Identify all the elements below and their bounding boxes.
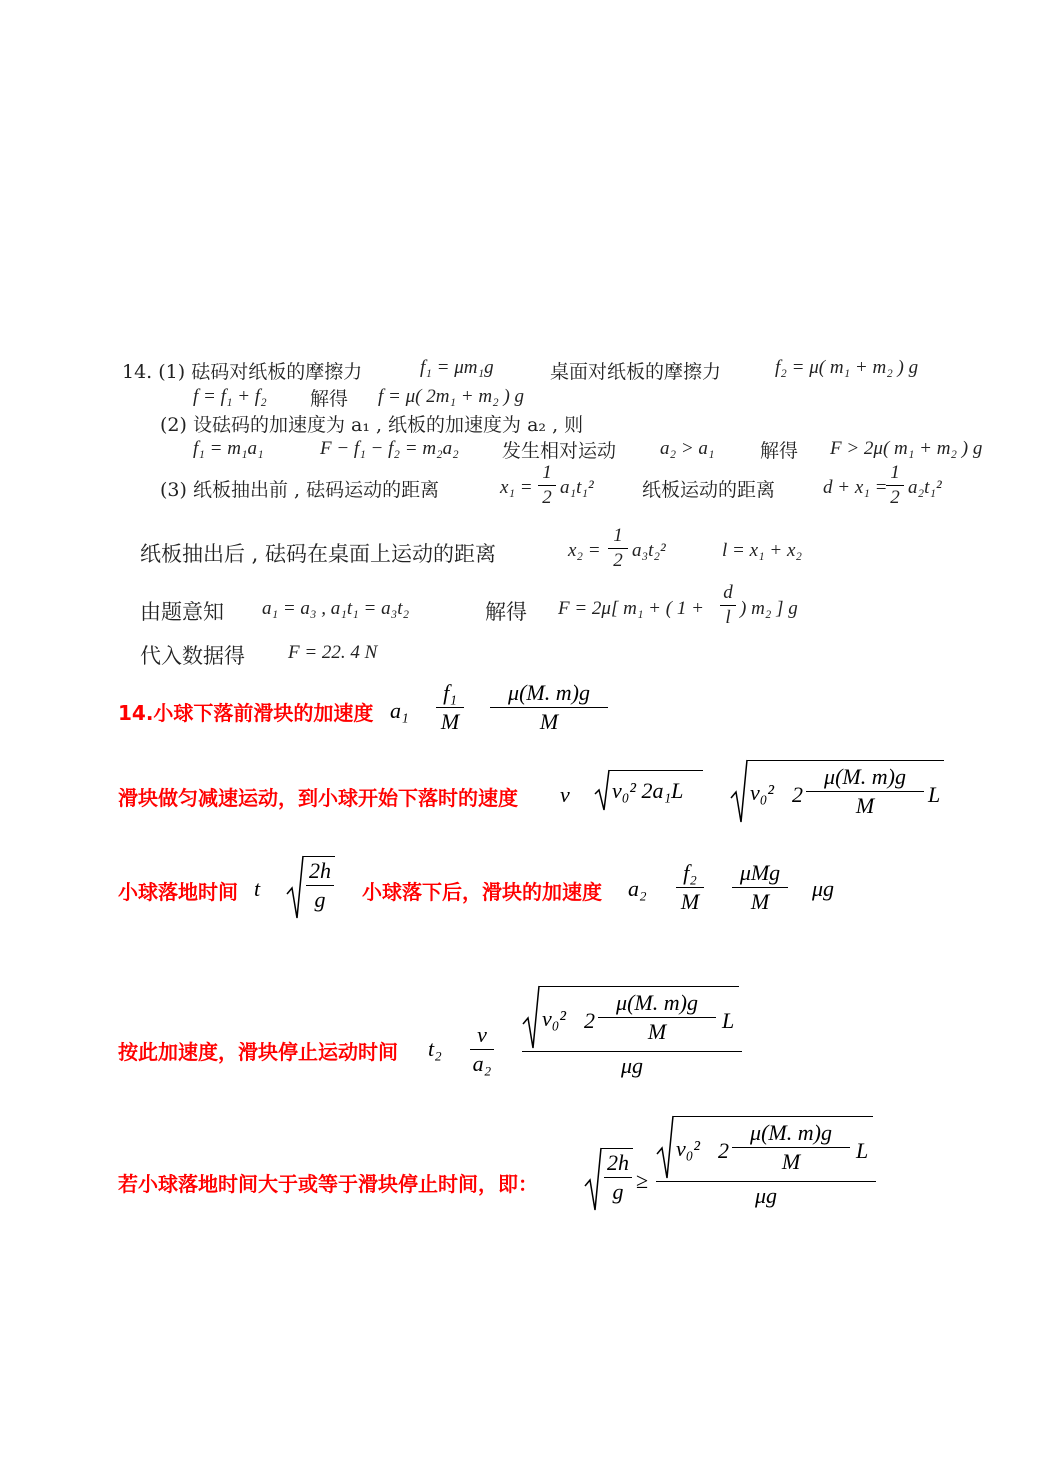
half-fraction: 1 2 — [886, 462, 904, 509]
radical-sign-icon — [594, 768, 610, 812]
scan-formula: a₂t₁² — [908, 477, 942, 498]
scan-formula: a₂ > a₁ — [660, 438, 715, 459]
scan-formula: x₂ = — [568, 540, 601, 561]
red-label: 按此加速度，滑块停止运动时间 — [118, 1040, 398, 1064]
math-symbol: t — [254, 876, 261, 901]
scan-formula: f₁ = m₁a₁ — [193, 438, 264, 459]
scan-label: (2) 设砝码的加速度为 a₁ , 纸板的加速度为 a₂ , 则 — [160, 414, 584, 436]
d-over-l-fraction: d l — [720, 582, 736, 629]
scan-label: 解得 — [485, 600, 527, 624]
scan-formula: F = 2μ[ m₁ + ( 1 + — [558, 598, 704, 619]
red-label: 若小球落地时间大于或等于滑块停止时间，即： — [118, 1172, 538, 1196]
scan-formula: F − f₁ − f₂ = m₂a₂ — [320, 438, 459, 459]
stop-time-fraction: v₀² 2 μ(M. m)g M L μg — [656, 1114, 876, 1209]
scan-label: (3) 纸板抽出前 , 砝码运动的距离 — [160, 479, 440, 501]
scan-formula: f₁ = μm₁g — [420, 357, 494, 378]
scan-label: 14. (1) 砝码对纸板的摩擦力 — [122, 361, 363, 383]
scan-formula: d + x₁ = — [823, 477, 888, 498]
sqrt-radical: v₀² 2 μ(M. m)g M L — [730, 758, 945, 824]
math-symbol: ≥ — [636, 1168, 649, 1193]
red-label: 小球落下后，滑块的加速度 — [362, 880, 602, 904]
scan-formula: a₁ = a₃ , a₁t₁ = a₃t₂ — [262, 598, 410, 619]
red-label: 滑块做匀减速运动，到小球开始下落时的速度 — [118, 786, 518, 810]
radical-sign-icon — [730, 758, 748, 824]
math-symbol: t₂ — [428, 1036, 442, 1061]
f2-over-M-fraction: f₂ M — [676, 860, 704, 915]
scan-formula: f₂ = μ( m₁ + m₂ ) g — [775, 357, 919, 378]
scan-formula: a₁t₁² — [560, 477, 594, 498]
half-fraction: 1 2 — [538, 462, 556, 509]
v-over-a2-fraction: v a₂ — [470, 1022, 494, 1077]
math-symbol: a₁ — [390, 698, 409, 723]
math-symbol: v — [560, 782, 570, 807]
half-fraction: 1 2 — [608, 525, 628, 572]
scan-label: 纸板抽出后 , 砝码在桌面上运动的距离 — [140, 542, 497, 566]
scan-formula: x₁ = — [500, 477, 533, 498]
sqrt-radical: 2h g — [286, 854, 336, 920]
stop-time-fraction: v₀² 2 μ(M. m)g M L μg — [522, 984, 742, 1079]
scan-label: 解得 — [760, 440, 799, 462]
mu-over-M-fraction: μ(M. m)g M — [490, 680, 608, 735]
scan-formula: F = 22. 4 N — [288, 642, 378, 663]
math-symbol: μg — [812, 876, 835, 901]
muMg-over-M-fraction: μMg M — [732, 860, 788, 915]
scan-formula: a₃t₂² — [632, 540, 666, 561]
scan-label: 代入数据得 — [140, 644, 245, 668]
sqrt-radical: 2h g — [584, 1146, 634, 1212]
scan-line-1 — [122, 357, 362, 384]
scan-label: 由题意知 — [140, 600, 224, 624]
scan-label: 解得 — [310, 388, 349, 410]
radical-sign-icon — [522, 984, 540, 1050]
scan-formula: l = x₁ + x₂ — [722, 540, 802, 561]
scan-formula: F > 2μ( m₁ + m₂ ) g — [830, 438, 983, 459]
scan-formula: ) m₂ ] g — [740, 598, 798, 619]
scan-label: 桌面对纸板的摩擦力 — [550, 361, 722, 383]
f1-over-M-fraction: f₁ M — [436, 680, 464, 735]
radical-sign-icon — [584, 1146, 602, 1212]
radical-sign-icon — [286, 854, 304, 920]
scan-label: 纸板运动的距离 — [642, 479, 776, 501]
sqrt-radical: v₀² 2a₁L — [594, 768, 704, 812]
scan-label: 发生相对运动 — [502, 440, 617, 462]
scan-formula: f = f₁ + f₂ — [193, 386, 267, 407]
sqrt-radical: v₀² 2 μ(M. m)g M L — [522, 984, 742, 1050]
sqrt-radical: v₀² 2 μ(M. m)g M L — [656, 1114, 876, 1180]
math-symbol: a₂ — [628, 876, 647, 901]
red-label: 14.小球下落前滑块的加速度 — [118, 701, 374, 725]
radical-sign-icon — [656, 1114, 674, 1180]
red-label: 小球落地时间 — [118, 880, 238, 904]
scan-formula: f = μ( 2m₁ + m₂ ) g — [378, 386, 525, 407]
